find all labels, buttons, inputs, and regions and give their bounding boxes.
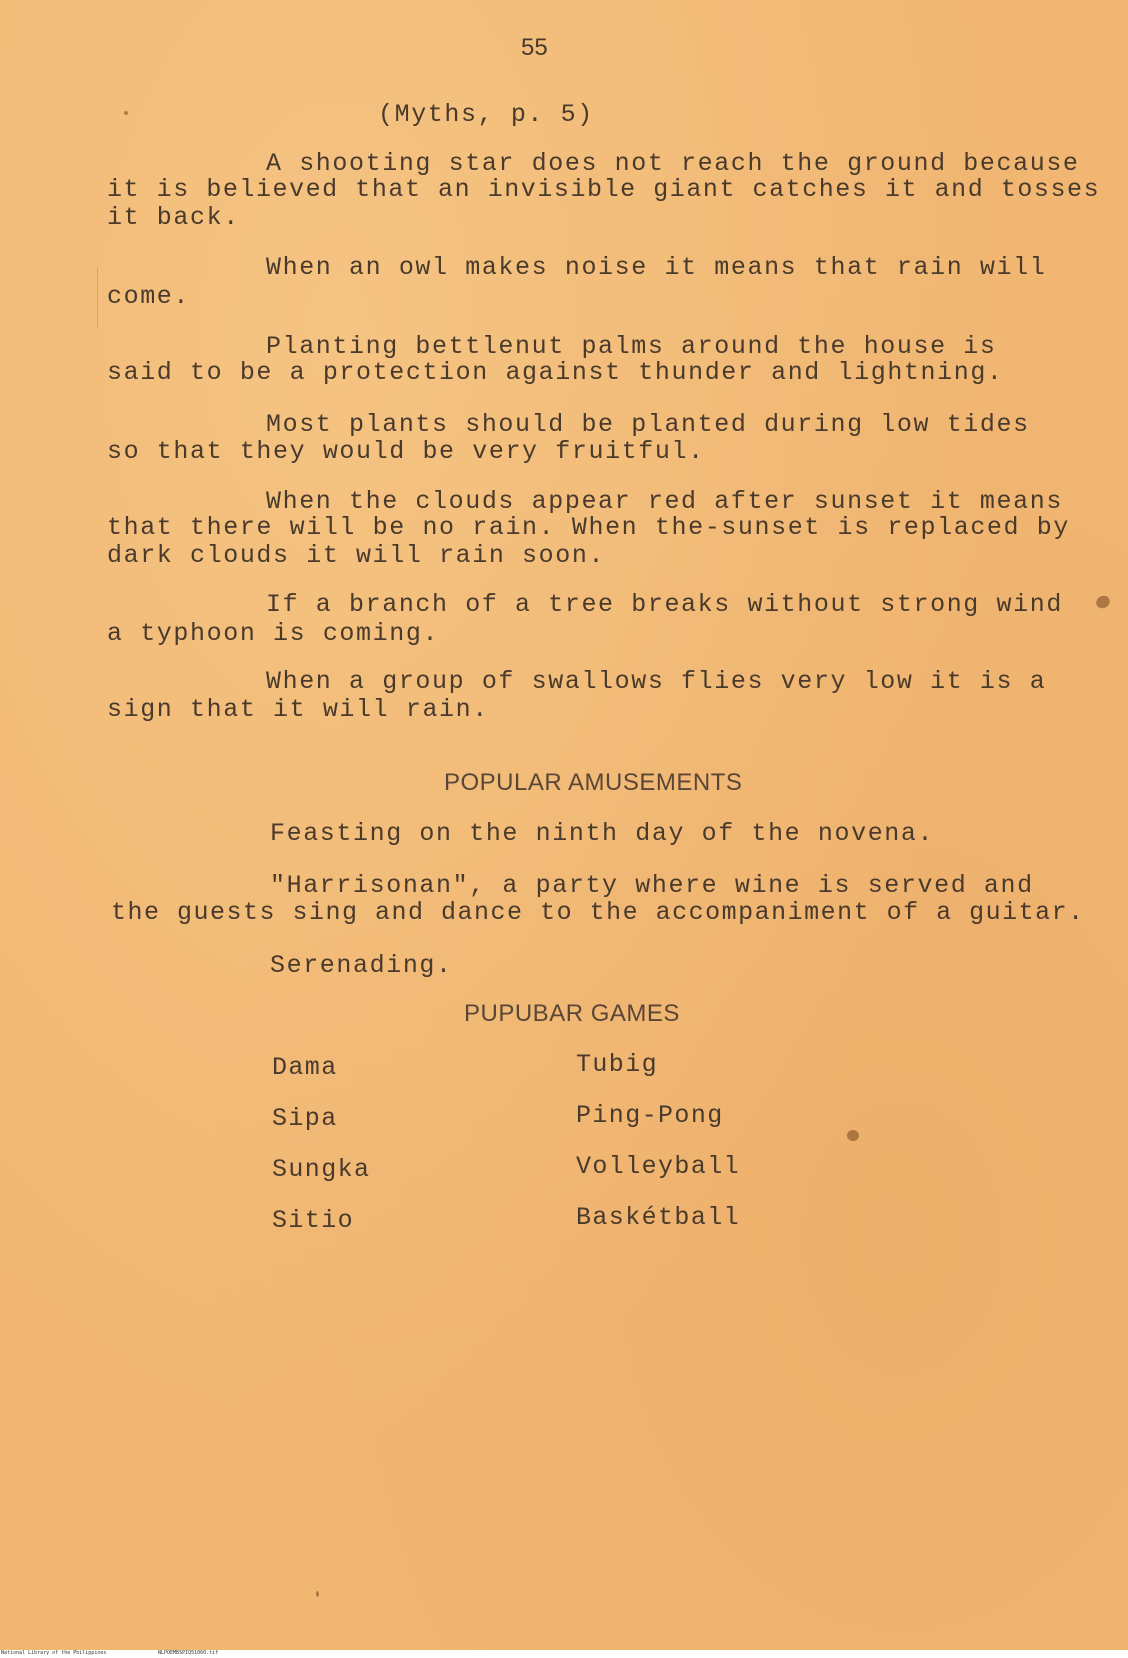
myth-7-line-1: When a group of swallows flies very low it is a <box>266 667 1047 696</box>
myth-3-line-1: Planting bettlenut palms around the house is <box>266 332 997 361</box>
myth-5-line-1: When the clouds appear red after sunset it means <box>266 487 1063 516</box>
game-left-3: Sungka <box>272 1155 371 1184</box>
game-right-2: Ping-Pong <box>576 1101 724 1130</box>
footer-filename: NLPOEMBSPIQ51060.tif <box>158 1650 219 1656</box>
myth-4-line-1: Most plants should be planted during low tides <box>266 410 1030 439</box>
games-heading: PUPUBAR GAMES <box>464 1000 680 1027</box>
ink-speck-bottom <box>316 1591 319 1597</box>
myth-5-line-3: dark clouds it will rain soon. <box>107 541 606 570</box>
page-number: 55 <box>521 34 548 61</box>
footer-library: National Library of the Philippines <box>1 1650 107 1656</box>
amusement-1: Feasting on the ninth day of the novena. <box>270 819 935 848</box>
myth-2-line-1: When an owl makes noise it means that rain will <box>266 253 1047 282</box>
game-right-3: Volleyball <box>576 1152 741 1181</box>
ink-speck <box>124 111 128 115</box>
amusement-3: Serenading. <box>270 951 453 980</box>
game-left-1: Dama <box>272 1053 338 1082</box>
amusement-2-line-2: the guests sing and dance to the accompaniment of a guitar. <box>111 898 1085 927</box>
myth-2-line-2: come. <box>107 282 191 311</box>
subtitle: (Myths, p. 5) <box>378 100 594 129</box>
amusements-heading: POPULAR AMUSEMENTS <box>444 769 743 796</box>
myth-5-line-2: that there will be no rain. When the-sunset is replaced by <box>107 513 1070 542</box>
game-right-4: Baskétball <box>576 1203 741 1232</box>
game-left-4: Sitio <box>272 1206 355 1235</box>
game-right-1: Tubig <box>576 1050 659 1079</box>
myth-1-line-2: it is believed that an invisible giant catches it and tosses <box>107 175 1101 204</box>
myth-6-line-2: a typhoon is coming. <box>107 619 440 648</box>
game-left-2: Sipa <box>272 1104 338 1133</box>
ink-dot <box>847 1130 859 1141</box>
ink-stain <box>1094 593 1112 610</box>
myth-4-line-2: so that they would be very fruitful. <box>107 437 705 466</box>
myth-1-line-1: A shooting star does not reach the ground because <box>266 149 1080 178</box>
myth-3-line-2: said to be a protection against thunder and lightning. <box>107 358 1004 387</box>
myth-7-line-2: sign that it will rain. <box>107 695 489 724</box>
margin-rule <box>97 268 98 328</box>
myth-1-line-3: it back. <box>107 203 240 232</box>
amusement-2-line-1: "Harrisonan", a party where wine is served and <box>270 871 1034 900</box>
myth-6-line-1: If a branch of a tree breaks without strong wind <box>266 590 1063 619</box>
